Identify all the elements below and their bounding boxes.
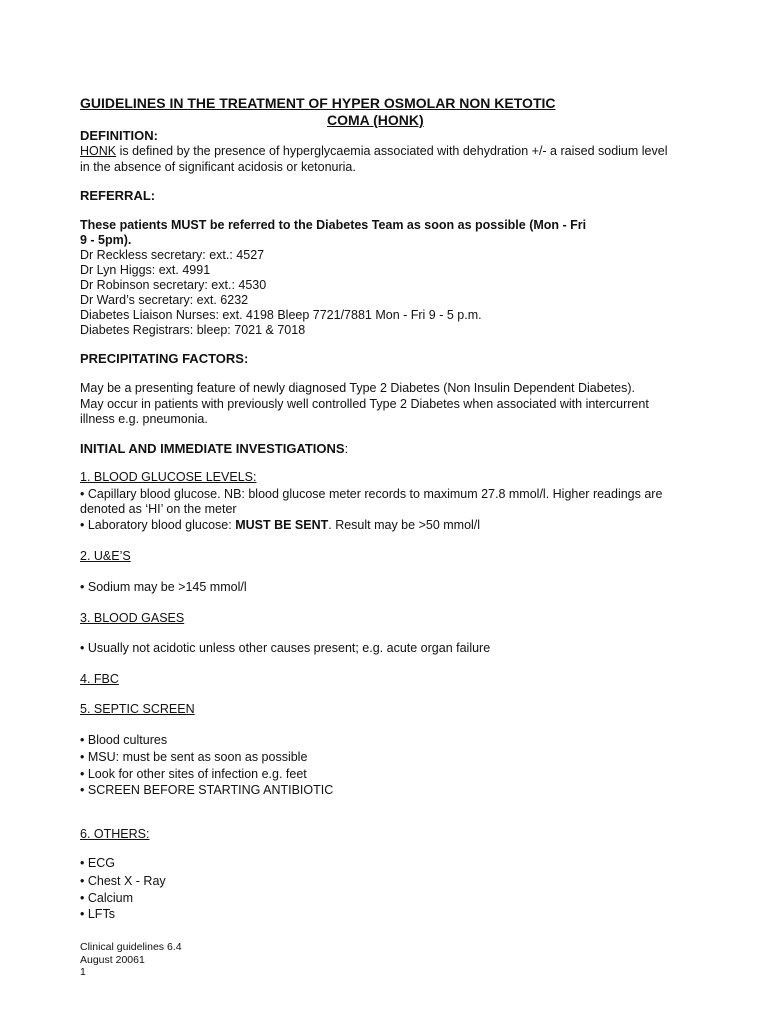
definition-text-line1	[80, 144, 667, 160]
precipitating-text-line2: May occur in patients with previously well controlled Type 2 Diabetes when associated with intercurrent	[80, 397, 649, 411]
referral-urgent-line2: 9 - 5pm).	[80, 233, 132, 247]
contact-line: Dr Reckless secretary: ext.: 4527	[80, 248, 265, 262]
investigations-heading-row	[80, 441, 348, 458]
bullet-capillary-glucose-cont: denoted as ‘HI’ on the meter	[80, 502, 237, 516]
definition-text-line2: in the absence of significant acidosis or ketonuria.	[80, 160, 356, 174]
investigations-heading: INITIAL AND IMMEDIATE INVESTIGATIONS	[80, 441, 345, 456]
lab-glucose-result-text: . Result may be >50 mmol/l	[328, 518, 481, 532]
bullet-acidotic: • Usually not acidotic unless other causes present; e.g. acute organ failure	[80, 641, 490, 657]
bullet-others: • ECG	[80, 856, 115, 872]
bullet-capillary-glucose: • Capillary blood glucose. NB: blood glucose meter records to maximum 27.8 mmol/l. Higher readings are	[80, 487, 662, 503]
bullet-septic: • MSU: must be sent as soon as possible	[80, 750, 307, 766]
lab-glucose-text: Laboratory blood glucose:	[87, 518, 236, 532]
contact-line: Dr Robinson secretary: ext.: 4530	[80, 278, 267, 292]
must-be-sent-text: MUST BE SENT	[235, 518, 329, 532]
referral-heading: REFERRAL:	[80, 188, 156, 203]
section-septic-screen: 5. SEPTIC SCREEN	[80, 702, 195, 716]
investigations-heading-colon: :	[344, 442, 349, 456]
contact-line: Dr Lyn Higgs: ext. 4991	[80, 263, 211, 277]
contact-line: Diabetes Liaison Nurses: ext. 4198 Bleep 7721/7881 Mon - Fri 9 - 5 p.m.	[80, 308, 482, 322]
section-blood-gases: 3. BLOOD GASES	[80, 611, 185, 625]
document-title-line2: COMA (HONK)	[327, 112, 424, 128]
contact-line: Dr Ward’s secretary: ext. 6232	[80, 293, 249, 307]
bullet-septic: • Look for other sites of infection e.g. feet	[80, 767, 307, 783]
bullet-septic: • Blood cultures	[80, 733, 167, 749]
section-others: 6. OTHERS:	[80, 827, 150, 841]
footer-date: August 20061	[80, 954, 145, 966]
definition-heading: DEFINITION:	[80, 128, 158, 143]
document-title-line1: GUIDELINES IN THE TREATMENT OF HYPER OSMOLAR NON KETOTIC	[80, 95, 556, 111]
section-fbc: 4. FBC	[80, 672, 119, 686]
bullet-others: • Chest X - Ray	[80, 874, 166, 890]
section-blood-glucose: 1. BLOOD GLUCOSE LEVELS:	[80, 470, 257, 484]
precipitating-text-line1: May be a presenting feature of newly diagnosed Type 2 Diabetes (Non Insulin Dependent Diabetes).	[80, 381, 635, 395]
section-ues: 2. U&E’S	[80, 549, 131, 563]
bullet-lab-glucose	[80, 518, 480, 534]
contact-line: Diabetes Registrars: bleep: 7021 & 7018	[80, 323, 306, 337]
footer-page-number: 1	[80, 966, 86, 978]
referral-urgent-line1: These patients MUST be referred to the Diabetes Team as soon as possible (Mon - Fri	[80, 218, 587, 232]
bullet-others: • LFTs	[80, 907, 115, 923]
bullet-others: • Calcium	[80, 891, 133, 907]
footer-guideline-ref: Clinical guidelines 6.4	[80, 941, 182, 953]
bullet-sodium: • Sodium may be >145 mmol/l	[80, 580, 247, 596]
definition-text-rest: is defined by the presence of hyperglycaemia associated with dehydration +/- a raised sodium level	[116, 144, 668, 158]
precipitating-heading: PRECIPITATING FACTORS:	[80, 351, 249, 366]
honk-term: HONK	[80, 144, 117, 158]
bullet-septic: • SCREEN BEFORE STARTING ANTIBIOTIC	[80, 783, 333, 799]
precipitating-text-line3: illness e.g. pneumonia.	[80, 412, 208, 426]
